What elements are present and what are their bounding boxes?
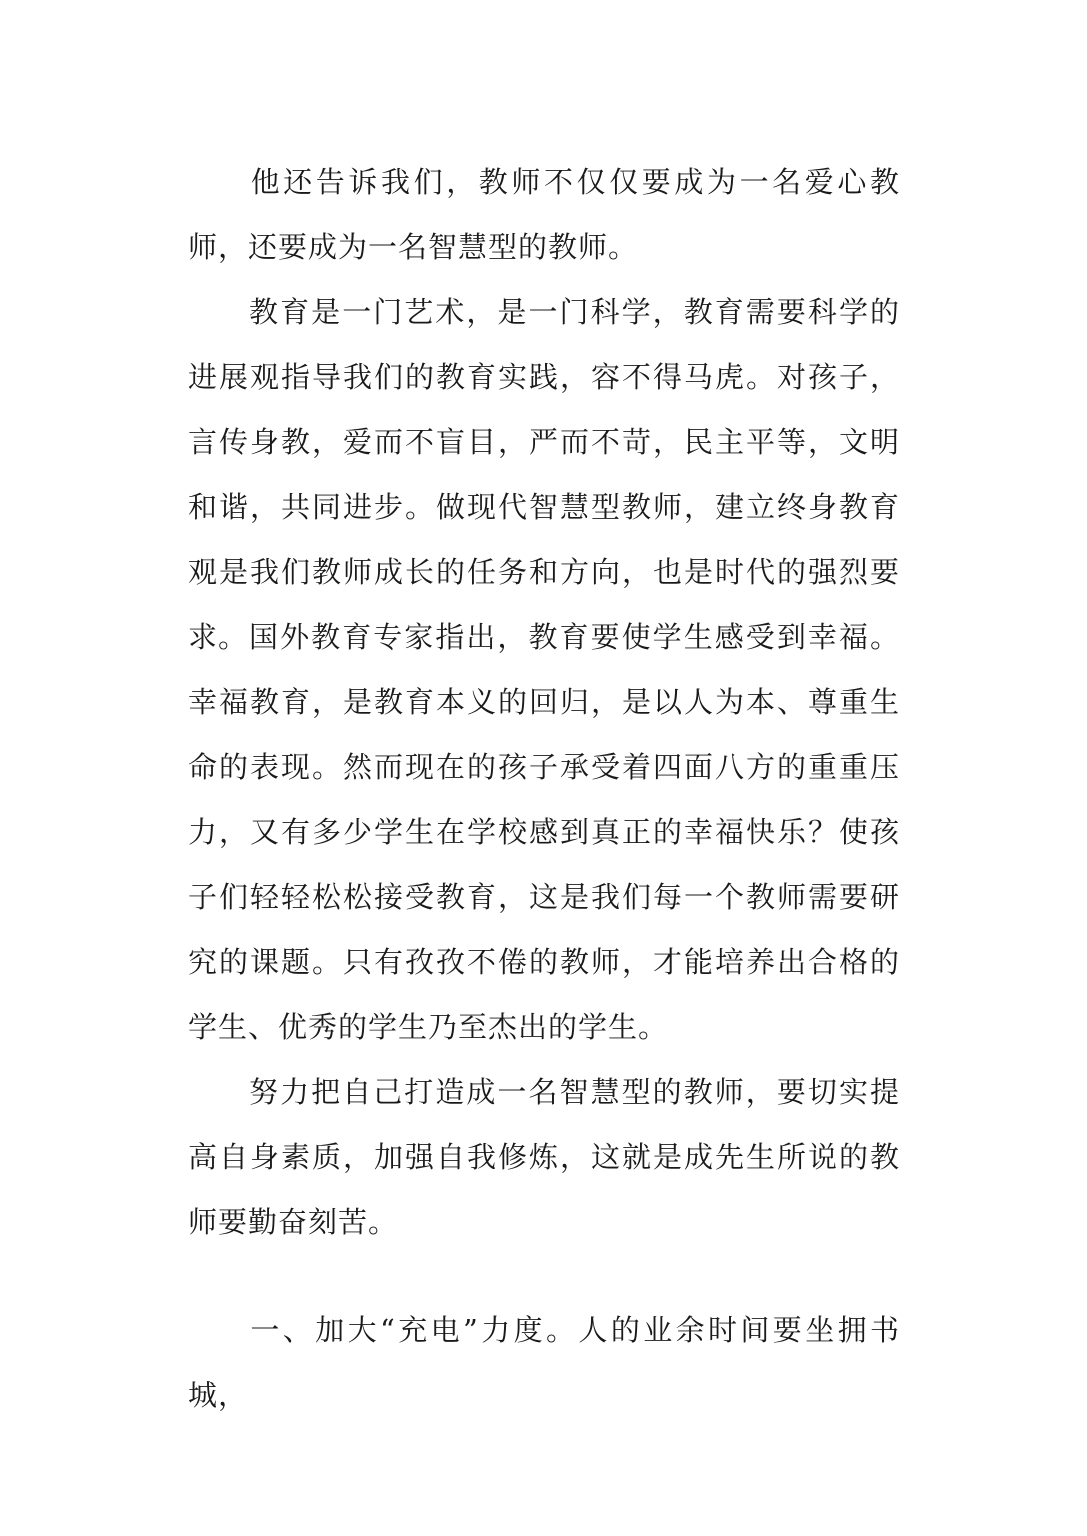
- paragraph-5-text: 一、加大“充电”力度。人的业余时间要坐拥书城，: [188, 1313, 900, 1412]
- paragraph-5: [188, 1298, 900, 1428]
- paragraph-1-text: 他还告诉我们，教师不仅仅要成为一名爱心教师，还要成为一名智慧型的教师。: [188, 165, 900, 264]
- paragraph-3: [188, 605, 900, 1060]
- paragraph-4: [188, 1060, 900, 1255]
- paragraph-1: [188, 150, 900, 280]
- paragraph-4-text: 努力把自己打造成一名智慧型的教师，要切实提高自身素质，加强自我修炼，这就是成先生所说的教师要勤奋刻苦。: [188, 1075, 900, 1239]
- paragraph-3-text: 国外教育专家指出，教育要使学生感受到幸福。幸福教育，是教育本义的回归，是以人为本、尊重生命的表现。然而现在的孩子承受着四面八方的重重压力，又有多少学生在学校感到真正的幸福快乐？使孩子们轻轻松松接受教育，这是我们每一个教师需要研究的课题。只有孜孜不倦的教师，才能培养出合格的学生、优秀的学生乃至杰出的学生。: [188, 620, 900, 1044]
- paragraph-2-text: 教育是一门艺术，是一门科学，教育需要科学的进展观指导我们的教育实践，容不得马虎。对孩子，言传身教，爱而不盲目，严而不苛，民主平等，文明和谐，共同进步。做现代智慧型教师，建立终身教育观是我们教师成长的任务和方向，也是时代的强烈要求。: [188, 295, 900, 654]
